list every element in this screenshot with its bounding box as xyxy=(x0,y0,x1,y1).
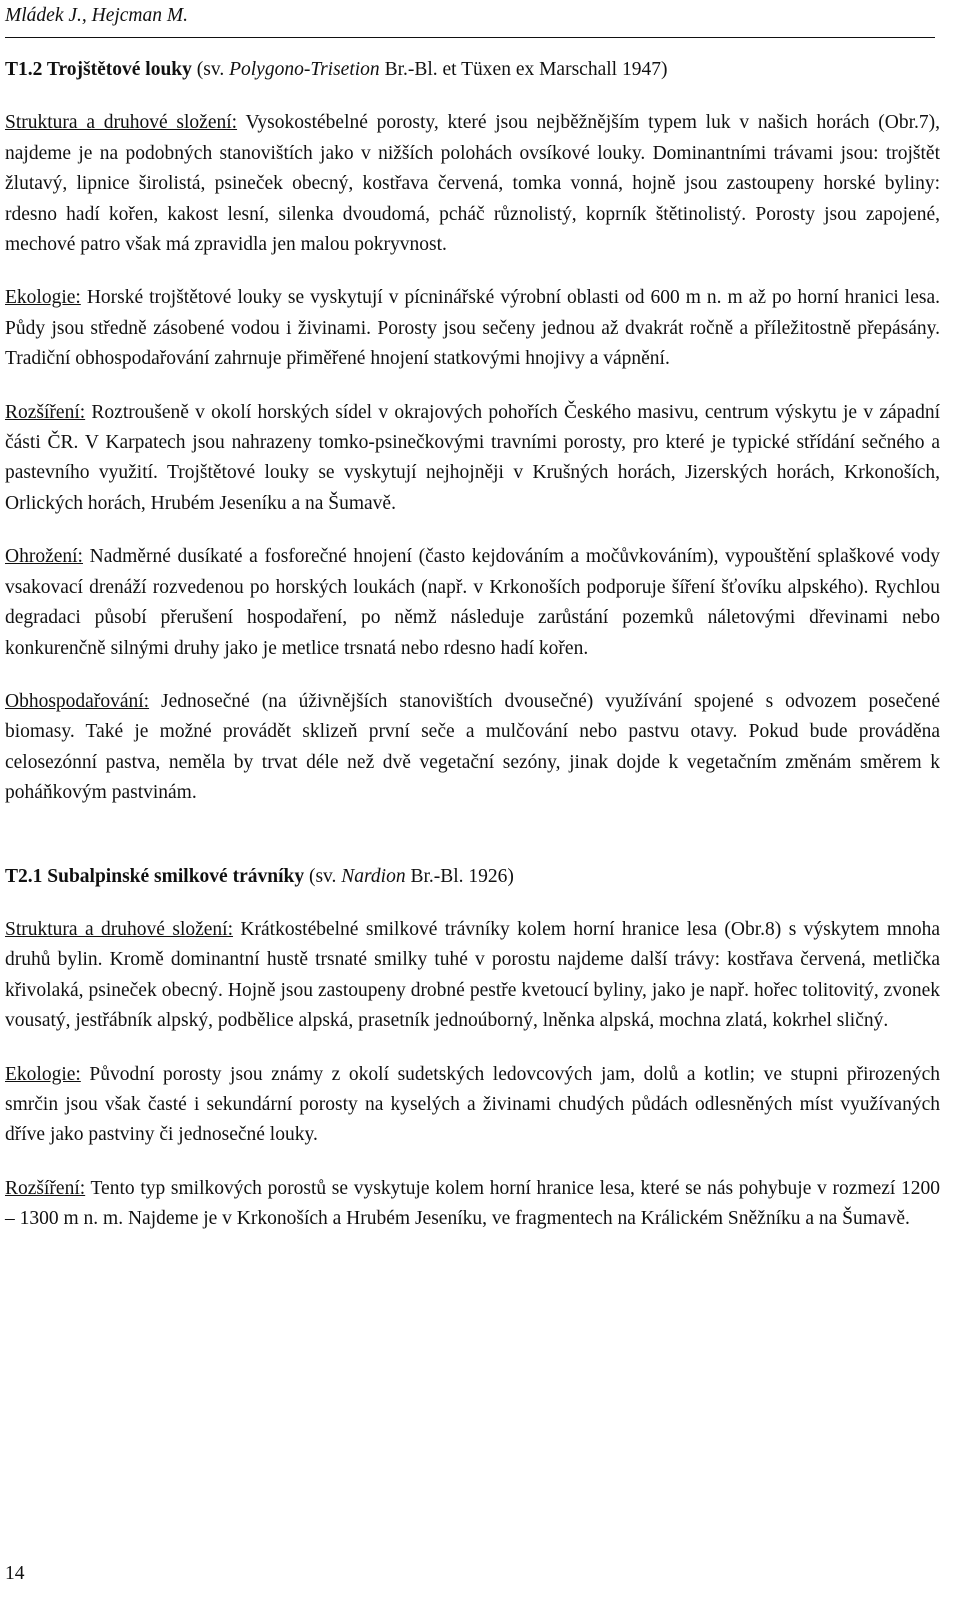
paragraph-label: Rozšíření: xyxy=(5,401,86,423)
paragraph-structure xyxy=(5,108,940,260)
paragraph-ecology xyxy=(5,1060,940,1151)
paragraph-distribution xyxy=(5,1174,940,1235)
paragraph-text: Nadměrné dusíkaté a fosforečné hnojení (často kejdováním a močůvkováním), vypouštění splaškové vody vsakovací drenáží rozvedenou po horských loukách (např. v Krkonoších podporuje šíření šťovíku alpského). Rychlou degradaci působí přerušení hospodaření, po němž následuje zarůstání pozemků náletovými dřevinami nebo konkurenčně silnými druhy jako je metlice trsnatá nebo rdesno hadí kořen. xyxy=(5,546,940,659)
paragraph-text: Vysokostébelné porosty, které jsou nejběžnějším typem luk v našich horách (Obr.7), najdeme je na podobných stanovištích jako v nižších polohách ovsíkové louky. Dominantními trávami jsou: trojštět žlutavý, lipnice širolistá, psineček obecný, kostřava červená, tomka vonná, hojně jsou zastoupeny horské byliny: rdesno hadí kořen, kakost lesní, silenka dvoudomá, pcháč různolistý, koprník štětinolistý. Porosty jsou zapojené, mechové patro však má zpravidla jen malou pokryvnost. xyxy=(5,112,941,256)
page-number: 14 xyxy=(5,1563,25,1584)
section-heading-t2-1 xyxy=(5,862,940,892)
paragraph-threats xyxy=(5,542,940,664)
paragraph-label: Ekologie: xyxy=(5,1063,81,1085)
section-heading-t1-2 xyxy=(5,55,940,85)
header-rule xyxy=(5,37,935,38)
paragraph-text: Původní porosty jsou známy z okolí sudetských ledovcových jam, dolů a kotlin; ve stupni přirozených smrčin jsou však časté i sekundární porosty na kyselých a živinami chudých půdách odlesněných míst využívaných dříve jako pastviny či jednosečné louky. xyxy=(5,1063,940,1146)
section-heading-bold: T2.1 Subalpinské smilkové trávníky xyxy=(5,865,305,887)
paragraph-label: Rozšíření: xyxy=(5,1177,86,1199)
document-page xyxy=(5,0,940,1597)
running-head: Mládek J., Hejcman M. xyxy=(5,5,189,26)
paragraph-text: Krátkostébelné smilkové trávníky kolem horní hranice lesa (Obr.8) s výskytem mnoha druhů bylin. Kromě dominantní hustě trsnaté smilky tuhé v porostu najdeme další trávy: kostřava červená, metlička křivolaká, psineček obecný. Hojně jsou zastoupeny drobné pestře kvetoucí byliny, jako je např. hořec tolitovitý, zvonek vousatý, jestřábník alpský, podbělice alpská, prasetník jednoúborný, lněnka alpská, mochna zlatá, kokrhel sličný. xyxy=(5,918,940,1032)
page-body xyxy=(5,55,940,1258)
paragraph-distribution xyxy=(5,398,940,520)
paragraph-text: Jednosečné (na úživnějších stanovištích dvousečné) využívání spojené s odvozem posečené biomasy. Také je možné provádět sklizeň první seče a mulčování nebo pastvu otavy. Pokud bude prováděna celosezónní pastva, neměla by trvat déle než dvě vegetační sezóny, jinak dojde k vegetačním změnám směrem k poháňkovým pastvinám. xyxy=(5,690,940,804)
section-heading-italic: Nardion xyxy=(341,865,406,887)
paragraph-label: Ohrožení: xyxy=(5,546,83,568)
paragraph-management xyxy=(5,687,940,809)
section-heading-pre: (sv. xyxy=(191,59,230,80)
paragraph-structure xyxy=(5,915,940,1037)
section-heading-post: Br.-Bl. et Tüxen ex Marschall 1947) xyxy=(379,59,668,80)
paragraph-ecology xyxy=(5,283,940,374)
section-heading-pre: (sv. xyxy=(304,865,342,887)
paragraph-text: Roztroušeně v okolí horských sídel v okrajových pohořích Českého masivu, centrum výskytu je v západní části ČR. V Karpatech jsou nahrazeny tomko-psinečkovými travními porosty, pro které je typické střídání sečného a pastevního využití. Trojštětové louky se vyskytují nejhojněji v Krušných horách, Jizerských horách, Krkonoších, Orlických horách, Hrubém Jeseníku a na Šumavě. xyxy=(5,401,940,514)
section-heading-italic: Polygono-Trisetion xyxy=(229,59,380,80)
paragraph-text: Horské trojštětové louky se vyskytují v pícninářské výrobní oblasti od 600 m n. m až po horní hranici lesa. Půdy jsou středně zásobené vodou i živinami. Porosty jsou sečeny jednou až dvakrát ročně a příležitostně přepásány. Tradiční obhospodařování zahrnuje přiměřené hnojení statkovými hnojivy a vápnění. xyxy=(5,287,940,370)
paragraph-label: Obhospodařování: xyxy=(5,690,150,712)
paragraph-label: Ekologie: xyxy=(5,287,81,309)
paragraph-text: Tento typ smilkových porostů se vyskytuje kolem horní hranice lesa, které se nás pohybuje v rozmezí 1200 – 1300 m n. m. Najdeme je v Krkonoších a Hrubém Jeseníku, ve fragmentech na Králickém Sněžníku a na Šumavě. xyxy=(5,1177,940,1230)
paragraph-label: Struktura a druhové složení: xyxy=(5,918,234,940)
section-heading-post: Br.-Bl. 1926) xyxy=(405,865,514,887)
section-heading-bold: T1.2 Trojštětové louky xyxy=(5,59,192,80)
paragraph-label: Struktura a druhové složení: xyxy=(5,112,238,134)
